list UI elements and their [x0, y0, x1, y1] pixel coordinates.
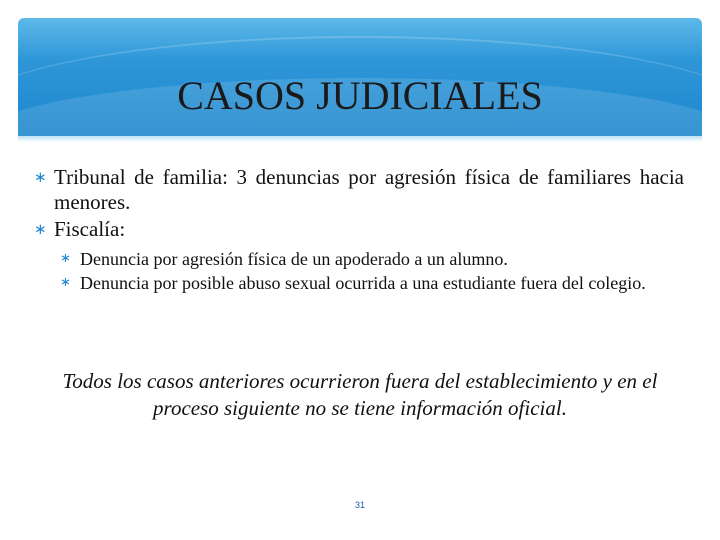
asterisk-bullet-icon: ∗ — [34, 168, 47, 186]
bullet-item — [34, 165, 684, 215]
bullet-text: Fiscalía: — [54, 217, 126, 241]
sub-bullet-item — [60, 248, 684, 270]
sub-bullet-text: Denuncia por agresión física de un apoderado a un alumno. — [80, 249, 508, 269]
asterisk-bullet-icon: ∗ — [34, 220, 47, 238]
page-number: 31 — [354, 500, 365, 510]
closing-note: Todos los casos anteriores ocurrieron fuera del establecimiento y en el proceso siguiente no se tiene información oficial. — [62, 369, 658, 420]
sub-bullet-text: Denuncia por posible abuso sexual ocurrida a una estudiante fuera del colegio. — [80, 273, 646, 293]
sub-bullet-list — [60, 248, 684, 294]
sub-bullet-item — [60, 272, 684, 294]
bullet-list — [34, 165, 684, 296]
title-band-shadow — [18, 136, 702, 142]
title-band — [18, 18, 702, 136]
slide-title: CASOS JUDICIALES — [177, 73, 543, 118]
bullet-item — [34, 217, 684, 242]
bullet-text: Tribunal de familia: 3 denuncias por agresión física de familiares hacia menores. — [54, 165, 684, 214]
asterisk-bullet-icon: ∗ — [60, 275, 71, 290]
asterisk-bullet-icon: ∗ — [60, 251, 71, 266]
